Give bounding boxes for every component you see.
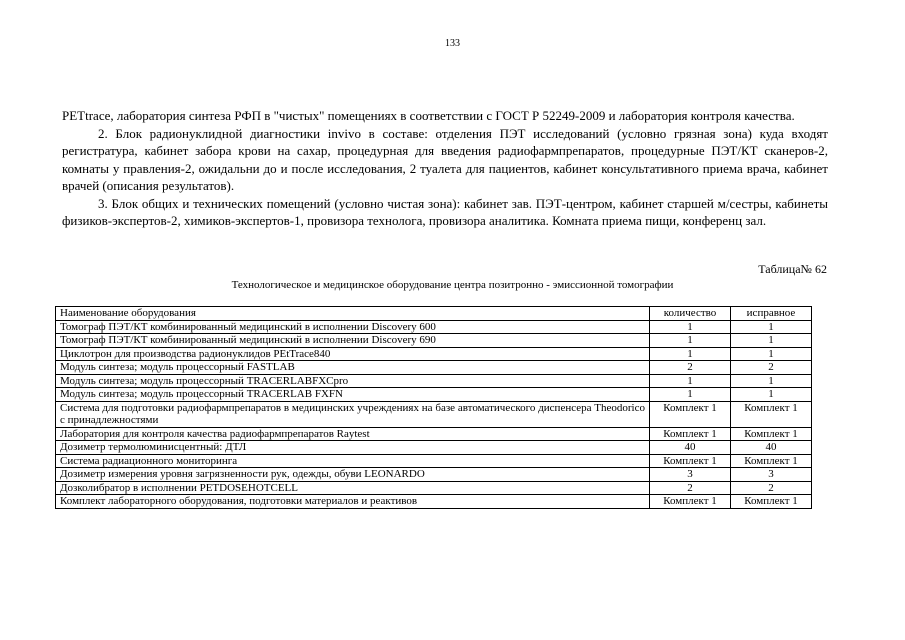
cell-working: 1 [731,374,812,388]
cell-equipment-name: Томограф ПЭТ/КТ комбинированный медицинский в исполнении Discovery 600 [56,320,650,334]
cell-working: Комплект 1 [731,401,812,427]
cell-quantity: Комплект 1 [650,427,731,441]
cell-working: 2 [731,361,812,375]
table-header-row [56,307,812,321]
cell-working: 1 [731,334,812,348]
table-row [56,334,812,348]
cell-quantity: 1 [650,374,731,388]
cell-equipment-name: Система радиационного мониторинга [56,454,650,468]
cell-equipment-name: Модуль синтеза; модуль процессорный FASTLAB [56,361,650,375]
cell-working: 3 [731,468,812,482]
table-row [56,320,812,334]
table-row [56,441,812,455]
paragraph-continuation: PETtrace, лаборатория синтеза РФП в "чистых" помещениях в соответствии с ГОСТ Р 52249-2009 и лаборатория контроля качества. [62,108,795,123]
cell-equipment-name: Дозколибратор в исполнении PETDOSEHOTCELL [56,481,650,495]
cell-quantity: 2 [650,481,731,495]
cell-equipment-name: Модуль синтеза; модуль процессорный TRACERLABFXCpro [56,374,650,388]
paragraph-general-block: 3. Блок общих и технических помещений (условно чистая зона): кабинет зав. ПЭТ-центром, кабинет старшей м/сестры, кабинеты физиков-экспертов-2, химиков-экспертов-1, провизора технолога, провизора аналитика. Комната приема пищи, конференц зал. [62,195,828,228]
cell-working: 2 [731,481,812,495]
table-row [56,495,812,509]
cell-equipment-name: Модуль синтеза; модуль процессорный TRACERLAB FXFN [56,388,650,402]
table-number-label: Таблица№ 62 [758,262,827,276]
cell-quantity: 1 [650,320,731,334]
page-number: 133 [445,38,460,49]
cell-quantity: Комплект 1 [650,401,731,427]
cell-quantity: 1 [650,347,731,361]
cell-quantity: 1 [650,334,731,348]
cell-quantity: Комплект 1 [650,454,731,468]
table-row [56,468,812,482]
table-row [56,427,812,441]
header-quantity: количество [650,307,731,321]
cell-equipment-name: Томограф ПЭТ/КТ комбинированный медицинский в исполнении Discovery 690 [56,334,650,348]
table-row [56,454,812,468]
cell-equipment-name: Циклотрон для производства радионуклидов PEtTrace840 [56,347,650,361]
paragraph-diagnostics-block: 2. Блок радионуклидной диагностики invivo в составе: отделения ПЭТ исследований (условно грязная зона) куда входят регистратура, кабинет забора крови на сахар, процедурная для введения радиофармпрепаратов, процедурные ПЭТ/КТ сканеров-2, комнаты у правления-2, ожидальни до и после исследования, 2 туалета для пациентов, кабинет консультативного приема врача, кабинет врачей (описания результатов). [62,125,828,193]
header-equipment-name: Наименование оборудования [56,307,650,321]
cell-working: 40 [731,441,812,455]
cell-quantity: 40 [650,441,731,455]
cell-working: Комплект 1 [731,427,812,441]
equipment-table [55,306,812,509]
cell-quantity: 2 [650,361,731,375]
table-row [56,361,812,375]
cell-equipment-name: Дозиметр термолюминисцентный: ДТЛ [56,441,650,455]
cell-equipment-name: Лаборатория для контроля качества радиофармпрепаратов Raytest [56,427,650,441]
cell-quantity: 1 [650,388,731,402]
cell-quantity: 3 [650,468,731,482]
cell-equipment-name: Дозиметр измерения уровня загрязненности рук, одежды, обуви LEONARDO [56,468,650,482]
table-row [56,347,812,361]
body-text [62,107,828,230]
table-caption: Технологическое и медицинское оборудование центра позитронно - эмиссионной томографии [231,279,674,291]
cell-working: 1 [731,347,812,361]
cell-working: Комплект 1 [731,454,812,468]
table-row [56,374,812,388]
table-row [56,401,812,427]
cell-working: 1 [731,388,812,402]
cell-quantity: Комплект 1 [650,495,731,509]
table-row [56,481,812,495]
header-working: исправное [731,307,812,321]
cell-equipment-name: Система для подготовки радиофармпрепаратов в медицинских учреждениях на базе автоматического диспенсера Theodorico с принадлежностями [56,401,650,427]
table-row [56,388,812,402]
cell-working: Комплект 1 [731,495,812,509]
cell-working: 1 [731,320,812,334]
cell-equipment-name: Комплект лабораторного оборудования, подготовки материалов и реактивов [56,495,650,509]
